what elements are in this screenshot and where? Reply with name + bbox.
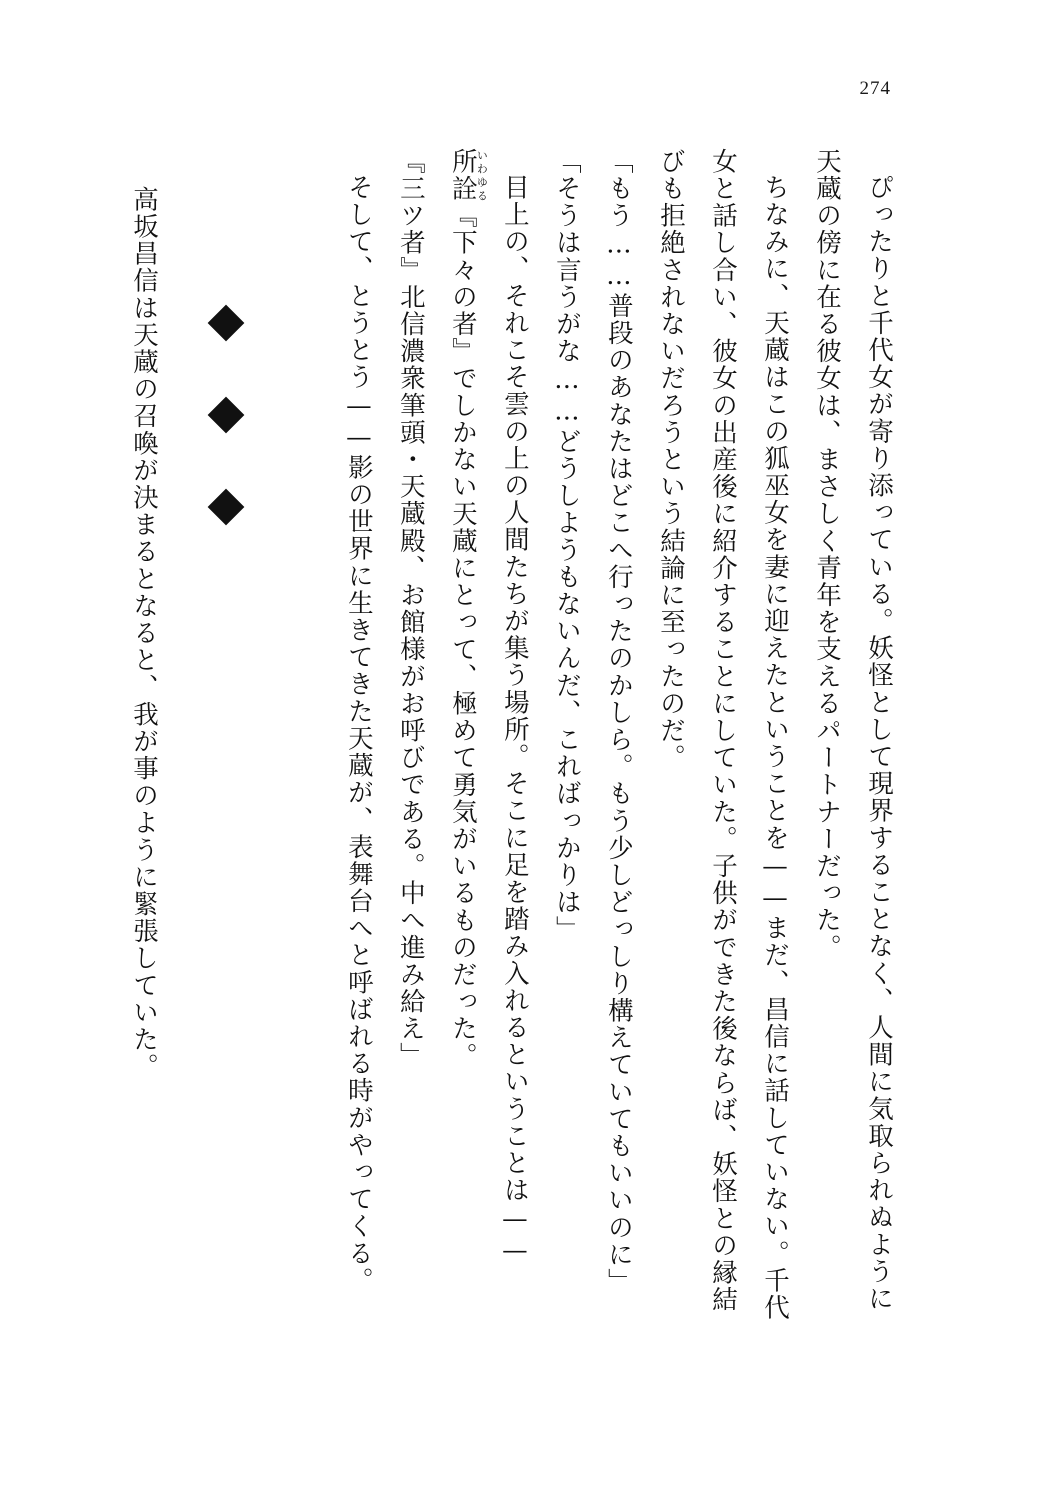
ruby-after: でしかない天蔵にとって、極めて勇気がいるものだった。 xyxy=(447,364,478,1070)
paragraph-1: ぴったりと千代女が寄り添っている。妖怪として現界することなく、人間に気取られぬように天蔵の傍に在る彼女は、まさしく青年を支えるパートナーだった。 xyxy=(811,148,894,1313)
paragraph-3: 「もう……普段のあなたはどこへ行ったのかしら。もう少しどっしり構えていてもいいのに」 xyxy=(603,148,634,1296)
paragraph-4: 「そうは言うがな……どうしようもないんだ、こればっかりは」 xyxy=(551,148,582,943)
paragraph-2: ちなみに、天蔵はこの狐巫女を妻に迎えたということを——まだ、昌信に話していない。千代女と話し合い、彼女の出産後に紹介することにしていた。子供ができた後ならば、妖怪との縁結びも拒絶されないだろうという結論に至ったのだ。 xyxy=(655,148,790,1322)
paragraph-6: 『三ツ者』北信濃衆筆頭・天蔵殿、お館様がお呼びである。中へ進み給え」 xyxy=(395,148,426,1070)
ruby-base: 所詮 xyxy=(447,148,478,203)
paragraph-5: 目上の、それこそ雲の上の人間たちが集う場所。そこに足を踏み入れるということは—— xyxy=(499,174,530,1267)
closing-paragraph: 高坂昌信は天蔵の召喚が決まるとなると、我が事のように緊張していた。 xyxy=(129,186,160,1081)
diamond-icon xyxy=(208,397,245,434)
scene-break-separator xyxy=(196,310,256,570)
ruby-quoted: 『下々の者』 xyxy=(447,202,478,365)
ruby-annotation xyxy=(437,148,489,202)
diamond-icon xyxy=(208,489,245,526)
ruby-reading: いわゆる xyxy=(475,148,489,203)
diamond-icon xyxy=(208,305,245,342)
paragraph-7: そして、とうとう——影の世界に生きてきた天蔵が、表舞台へと呼ばれる時がやってくる。 xyxy=(343,174,374,1295)
page-number: 274 xyxy=(859,78,891,99)
paragraph-ruby xyxy=(437,148,489,1328)
